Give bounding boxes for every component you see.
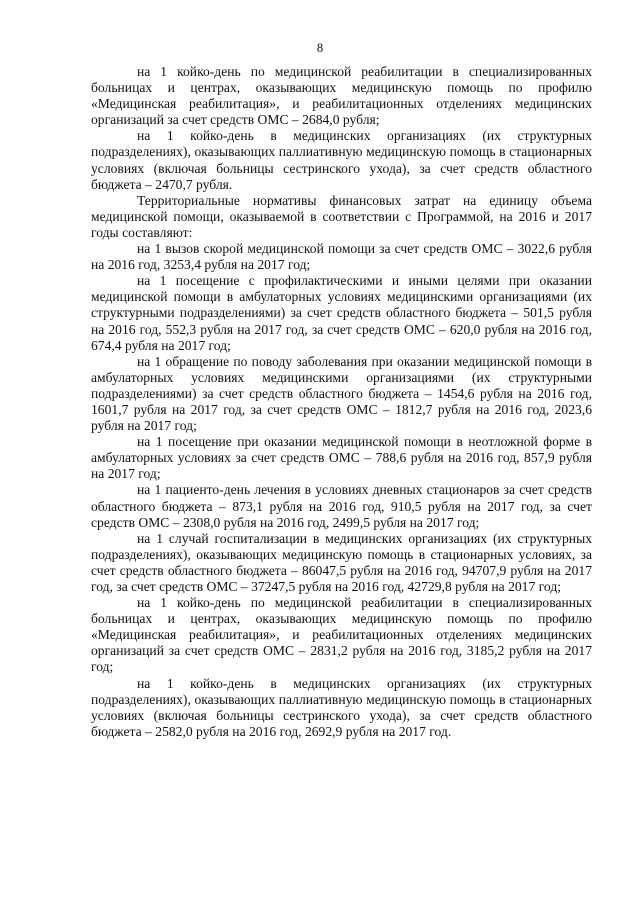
paragraph-palliative-bed-day-2016-2017: на 1 койко-день в медицинских организациях (их структурных подразделениях), оказывающих паллиативную медицинскую помощь в стационарных условиях (включая больницы сестринского ухода), за счет средств областного бюджета – 2582,0 рубля на 2016 год, 2692,9 рубля на 2017 год. <box>91 675 592 739</box>
paragraph-day-hospital: на 1 пациенто-день лечения в условиях дневных стационаров за счет средств областного бюджета – 873,1 рубля на 2016 год, 910,5 рубля на 2017 год, за счет средств ОМС – 2308,0 рубля на 2016 год, 2499,5 рубля на 2017 год; <box>91 482 592 530</box>
paragraph-ambulance-call: на 1 вызов скорой медицинской помощи за счет средств ОМС – 3022,6 рубля на 2016 год, 3253,4 рубля на 2017 год; <box>91 241 592 273</box>
paragraph-cost-norms-intro: Территориальные нормативы финансовых затрат на единицу объема медицинской помощи, оказываемой в соответствии с Программой, на 2016 и 2017 годы составляют: <box>91 192 592 240</box>
document-body <box>91 64 592 740</box>
paragraph-hospitalization-case: на 1 случай госпитализации в медицинских организациях (их структурных подразделениях), оказывающих медицинскую помощь в стационарных условиях, за счет средств областного бюджета – 86047,5 рубля на 2016 год, 94707,9 рубля на 2017 год, за счет средств ОМС – 37247,5 рубля на 2016 год, 42729,8 рубля на 2017 год; <box>91 530 592 594</box>
paragraph-palliative-bed-day: на 1 койко-день в медицинских организациях (их структурных подразделениях), оказывающих паллиативную медицинскую помощь в стационарных условиях (включая больницы сестринского ухода), за счет средств областного бюджета – 2470,7 рубля. <box>91 128 592 192</box>
paragraph-preventive-visit: на 1 посещение с профилактическими и иными целями при оказании медицинской помощи в амбулаторных условиях медицинскими организациями (их структурными подразделениями) за счет средств областного бюджета – 501,5 рубля на 2016 год, 552,3 рубля на 2017 год, за счет средств ОМС – 620,0 рубля на 2016 год, 674,4 рубля на 2017 год; <box>91 273 592 353</box>
paragraph-urgent-visit: на 1 посещение при оказании медицинской помощи в неотложной форме в амбулаторных условиях за счет средств ОМС – 788,6 рубля на 2016 год, 857,9 рубля на 2017 год; <box>91 434 592 482</box>
paragraph-rehab-bed-day-2016-2017: на 1 койко-день по медицинской реабилитации в специализированных больницах и центрах, оказывающих медицинскую помощь по профилю «Медицинская реабилитация», и реабилитационных отделениях медицинских организаций за счет средств ОМС – 2831,2 рубля на 2016 год, 3185,2 рубля на 2017 год; <box>91 595 592 675</box>
paragraph-rehab-bed-day: на 1 койко-день по медицинской реабилитации в специализированных больницах и центрах, оказывающих медицинскую помощь по профилю «Медицинская реабилитация», и реабилитационных отделениях медицинских организаций за счет средств ОМС – 2684,0 рубля; <box>91 64 592 128</box>
paragraph-disease-appeal: на 1 обращение по поводу заболевания при оказании медицинской помощи в амбулаторных условиях медицинскими организациями (их структурными подразделениями) за счет средств областного бюджета – 1454,6 рубля на 2016 год, 1601,7 рубля на 2017 год, за счет средств ОМС – 1812,7 рубля на 2016 год, 2023,6 рубля на 2017 год; <box>91 353 592 434</box>
page-number: 8 <box>316 41 324 55</box>
